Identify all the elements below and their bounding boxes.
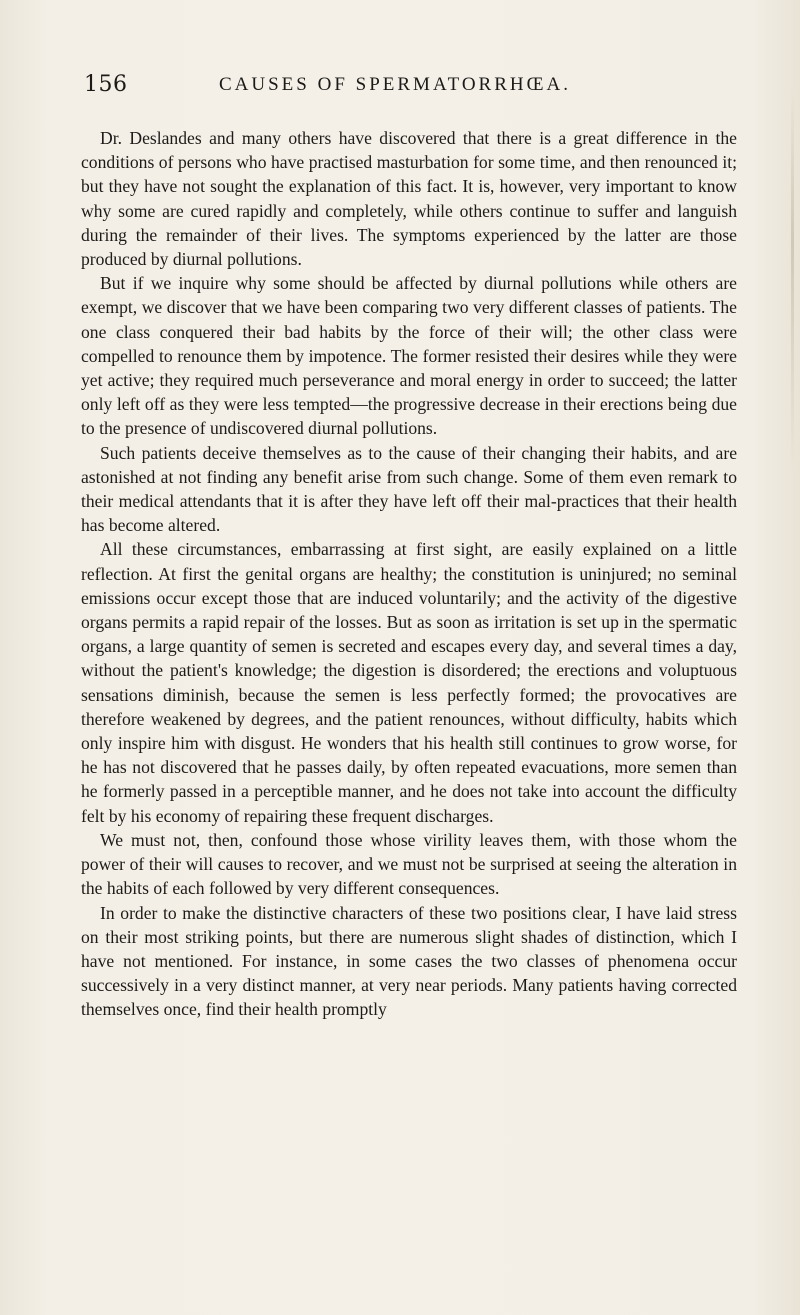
body-text (81, 126, 737, 1022)
paragraph-2: But if we inquire why some should be affected by diurnal pollutions while others are exempt, we discover that we have been comparing two very different classes of patients. The one class conquered their bad habits by the force of their will; the other class were compelled to renounce them by impotence. The former resisted their desires while they were yet active; they required much perseverance and moral energy in order to succeed; the latter only left off as they were less tempted—the progressive decrease in their erections being due to the presence of undiscovered diurnal pollutions. (81, 273, 737, 439)
paragraph-4: All these circumstances, embarrassing at first sight, are easily explained on a little reflection. At first the genital organs are healthy; the constitution is uninjured; no seminal emissions occur except those that are induced voluntarily; and the activity of the digestive organs permits a rapid repair of the losses. But as soon as irritation is set up in the spermatic organs, a large quantity of semen is secreted and escapes every day, and several times a day, without the patient's knowledge; the digestion is disordered; the erections and voluptuous sensations diminish, because the semen is less perfectly formed; the provocatives are therefore weakened by degrees, and the patient renounces, without difficulty, habits which only inspire him with disgust. He wonders that his health still continues to grow worse, for he has not discovered that he passes daily, by often repeated evacuations, more semen than he formerly passed in a perceptible manner, and he does not take into account the difficulty felt by his economy of repairing these frequent discharges. (81, 539, 737, 826)
page-header (84, 72, 744, 108)
page-edge-shadow (791, 90, 794, 470)
running-title: CAUSES OF SPERMATORRHŒA. (219, 74, 571, 95)
page-number: 156 (84, 72, 128, 97)
paragraph-6: In order to make the distinctive characters of these two positions clear, I have laid stress on their most striking points, but there are numerous slight shades of distinction, which I have not mentioned. For instance, in some cases the two classes of phenomena occur successively in a very distinct manner, at very near periods. Many patients having corrected themselves once, find their health promptly (81, 902, 737, 1020)
paragraph-5: We must not, then, confound those whose virility leaves them, with those whom the power of their will causes to recover, and we must not be surprised at seeing the alteration in the habits of each followed by very different consequences. (81, 829, 737, 899)
paragraph-3: Such patients deceive themselves as to the cause of their changing their habits, and are astonished at not finding any benefit arise from such change. Some of them even remark to their medical attendants that it is after they have left off their mal-practices that their health has become altered. (81, 442, 737, 536)
paragraph-1: Dr. Deslandes and many others have discovered that there is a great difference in the conditions of persons who have practised masturbation for some time, and then renounced it; but they have not sought the explanation of this fact. It is, however, very important to know why some are cured rapidly and completely, while others continue to suffer and languish during the remainder of their lives. The symptoms experienced by the latter are those produced by diurnal pollutions. (81, 128, 737, 270)
